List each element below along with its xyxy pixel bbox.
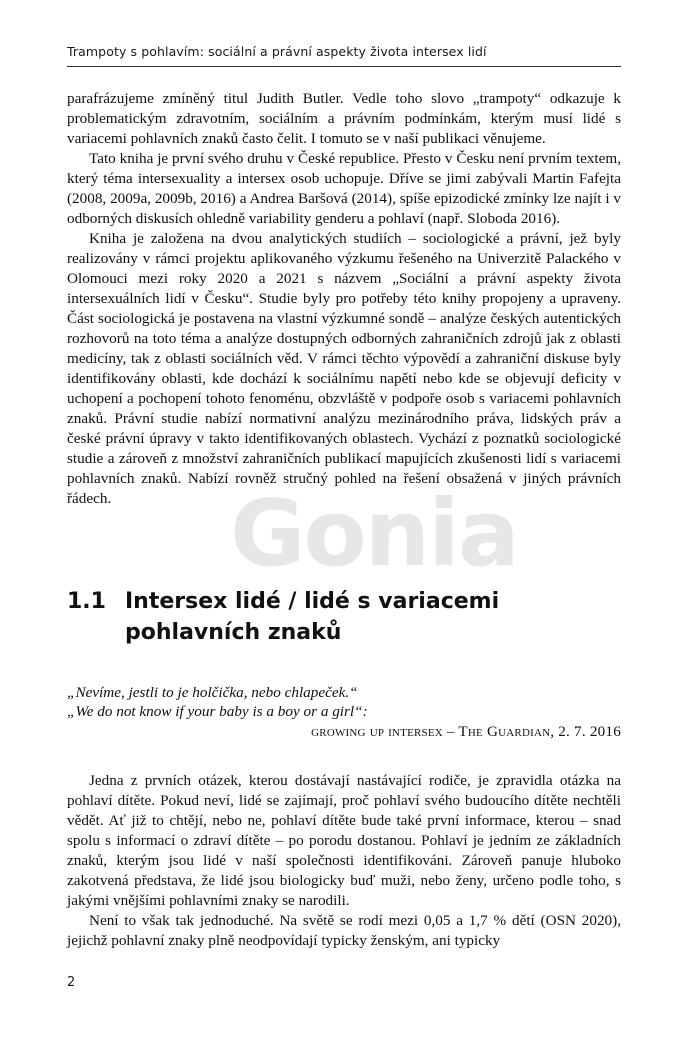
section-number: 1.1 (67, 589, 106, 614)
running-head: Trampoty s pohlavím: sociální a právní aspekty života intersex lidí (67, 44, 487, 59)
page-number: 2 (67, 975, 76, 990)
epigraph-quote-en: „We do not know if your baby is a boy or a girl“: (67, 703, 368, 720)
section-heading (67, 586, 621, 648)
paragraph: parafrázujeme zmíněný titul Judith Butler. Vedle toho slovo „trampoty“ odkazuje k problematickým zdravotním, sociálním a právním podmínkám, kterým musí lidé s variacemi pohlavních znaků často čelit. I tomuto se v naší publikaci věnujeme. (67, 90, 621, 147)
body-text-top (67, 89, 621, 509)
paragraph: Jedna z prvních otázek, kterou dostávají nastávající rodiče, je zpravidla otázka na pohlaví dítěte. Pokud neví, lidé se zajímají, proč pohlaví svého budoucího dítěte nechtěli vědět. Ať již to chtějí, nebo ne, pohlaví dítěte bude také první informace, kterou – snad spolu s informací o zdraví dítěte – po porodu dostanou. Pohlaví je jedním ze základních znaků, kterým jsou lidé v naší společnosti identifikováni. Zároveň panuje hluboko zakotvená představa, že lidé jsou biologicky buď muži, nebo ženy, určeno podle toho, s jakými vnějšími pohlavními znaky se narodili. (67, 772, 621, 909)
paragraph: Není to však tak jednoduché. Na světě se rodí mezi 0,05 a 1,7 % dětí (OSN 2020), jejichž pohlavní znaky plně neodpovídají typicky ženským, ani typicky (67, 912, 621, 949)
paragraph: Kniha je založena na dvou analytických studiích – sociologické a právní, jež byly realizovány v rámci projektu aplikovaného výzkumu řešeného na Univerzitě Palackého v Olomouci mezi roky 2020 a 2021 s názvem „Sociální a právní aspekty života intersexuálních lidí v Česku“. Studie byly pro potřeby této knihy propojeny a upraveny. Část sociologická je postavena na vlastní výzkumné sondě – analýze českých autentických rozhovorů na toto téma a analýze dostupných odborných zahraničních zdrojů jak z oblasti medicíny, tak z oblasti sociálních věd. V rámci těchto výpovědí a zahraniční diskuse byly identifikovány oblasti, kde dochází k sociálnímu napětí nebo kde se objevují deficity v uchopení a pochopení tohoto fenoménu, obzvláště v podpoře osob s variacemi pohlavních znaků. Právní studie nabízí normativní analýzu mezinárodního práva, lidských práv a české právní úpravy v takto identifikovaných oblastech. Vychází z poznatků sociologické studie a zároveň z množství zahraničních publikací mapujících zkušenosti lidí s variacemi pohlavních znaků. Nabízí rovněž stručný pohled na řešení obsažená v jiných právních řádech. (67, 230, 621, 507)
epigraph (67, 683, 621, 741)
watermark-logo: Gonia (230, 480, 518, 587)
body-text-bottom (67, 771, 621, 951)
epigraph-quote-cs: „Nevíme, jestli to je holčička, nebo chlapeček.“ (67, 684, 358, 701)
paragraph: Tato kniha je první svého druhu v České republice. Přesto v Česku není prvním textem, který téma intersexuality a intersex osob uchopuje. Dříve se jimi zabývali Martin Fafejta (2008, 2009a, 2009b, 2016) a Andrea Baršová (2014), spíše epizodické zmínky lze najít i v odborných diskusích ohledně variability genderu a pohlaví (např. Sloboda 2016). (67, 150, 621, 227)
section-title: Intersex lidé / lidé s variacemi pohlavních znaků (125, 589, 500, 645)
epigraph-source: growing up intersex – The Guardian, 2. 7. 2016 (311, 723, 621, 740)
header-divider (67, 66, 621, 67)
